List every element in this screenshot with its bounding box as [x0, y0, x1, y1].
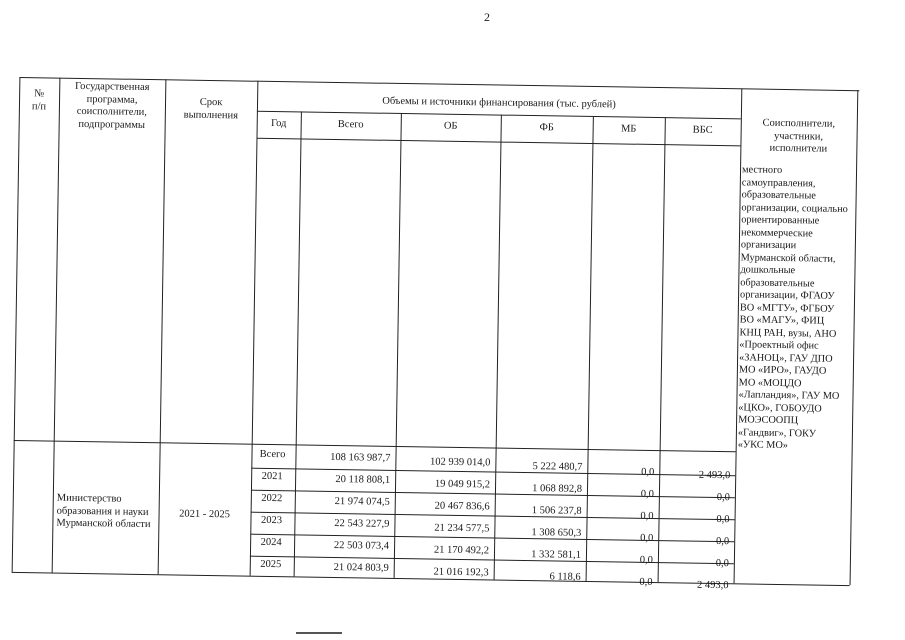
term-value: 2021 - 2025 — [179, 508, 231, 521]
cell-year: 2021 — [261, 470, 283, 483]
header-ob: ОБ — [443, 120, 458, 132]
header-executors: Соисполнители, участники, исполнители — [762, 117, 836, 155]
cell-year: 2023 — [260, 514, 283, 527]
header-num: № п/п — [31, 88, 47, 112]
cell-mb: 0,0 — [641, 466, 655, 479]
cell-ob: 21 234 577,5 — [434, 522, 490, 535]
cell-ob: 102 939 014,0 — [429, 456, 491, 469]
header-funding: Объемы и источники финансирования (тыс. рублей) — [382, 95, 616, 111]
cell-fb: 1 308 650,3 — [531, 527, 582, 539]
ministry-block-top — [14, 440, 736, 452]
cell-year: 2025 — [260, 558, 282, 571]
header-fb: ФБ — [539, 122, 554, 134]
page-number: 2 — [484, 10, 490, 24]
cell-mb: 0,0 — [640, 488, 655, 501]
cell-mb: 0,0 — [639, 554, 653, 567]
cell-mb: 0,0 — [640, 510, 654, 523]
header-program: Государственная программа, соисполнители, подпрограммы — [74, 80, 150, 131]
cell-total: 22 503 073,4 — [333, 539, 390, 552]
cell-total: 108 163 987,7 — [330, 451, 391, 464]
header-year: Год — [270, 117, 287, 130]
footer-mark — [296, 632, 342, 634]
cell-ob: 21 170 492,2 — [433, 544, 490, 557]
cell-fb: 6 118,6 — [549, 571, 581, 583]
cell-fb: 5 222 480,7 — [532, 461, 583, 473]
cell-ob: 20 467 836,6 — [434, 500, 490, 513]
cell-total: 20 118 808,1 — [335, 474, 391, 486]
executors-text: местного самоуправления, образовательные организации, социально ориентированные некоммерческие организации Мурманской области, дошкольные образовательные организации, ФГАОУ ВО «МГТУ», ФГБОУ ВО «МАГУ», ФИЦ КНЦ РАН, вузы, АНО «Проектный офис «ЗАНОЦ», ГАУ ДПО МО «ИРО», ГАУДО МО «МОЦДО «Лапландия», ГАУ МО «ЦКО», ГОБОУДО МОЭСООПЦ «Гандвиг», ГОКУ «УКС МО» — [737, 164, 848, 452]
financing-table — [11, 40, 880, 633]
cell-fb: 1 068 892,8 — [532, 483, 583, 495]
header-mb: МБ — [620, 123, 637, 135]
cell-mb: 0,0 — [639, 576, 653, 589]
header-vbs: ВБС — [692, 124, 713, 136]
cell-fb: 1 506 237,8 — [531, 505, 582, 517]
border-left — [12, 77, 21, 572]
cell-vbs: 2 493,0 — [696, 579, 729, 592]
cell-ob: 19 049 915,2 — [434, 478, 491, 491]
cell-fb: 1 332 581,1 — [531, 549, 582, 561]
ministry-name: Министерство образования и науки Мурманской области — [56, 492, 151, 531]
cell-year: Всего — [259, 448, 286, 461]
cell-total: 21 974 074,5 — [334, 496, 390, 508]
cell-mb: 0,0 — [640, 532, 654, 545]
cell-total: 22 543 227,9 — [334, 517, 390, 530]
cell-year: 2022 — [261, 492, 283, 505]
cell-ob: 21 016 192,3 — [433, 566, 489, 579]
header-total: Всего — [337, 119, 364, 131]
header-term: Срок выполнения — [183, 96, 239, 121]
cell-total: 21 024 803,9 — [333, 561, 389, 574]
cell-year: 2024 — [260, 536, 282, 549]
column-header-divider — [256, 138, 740, 147]
